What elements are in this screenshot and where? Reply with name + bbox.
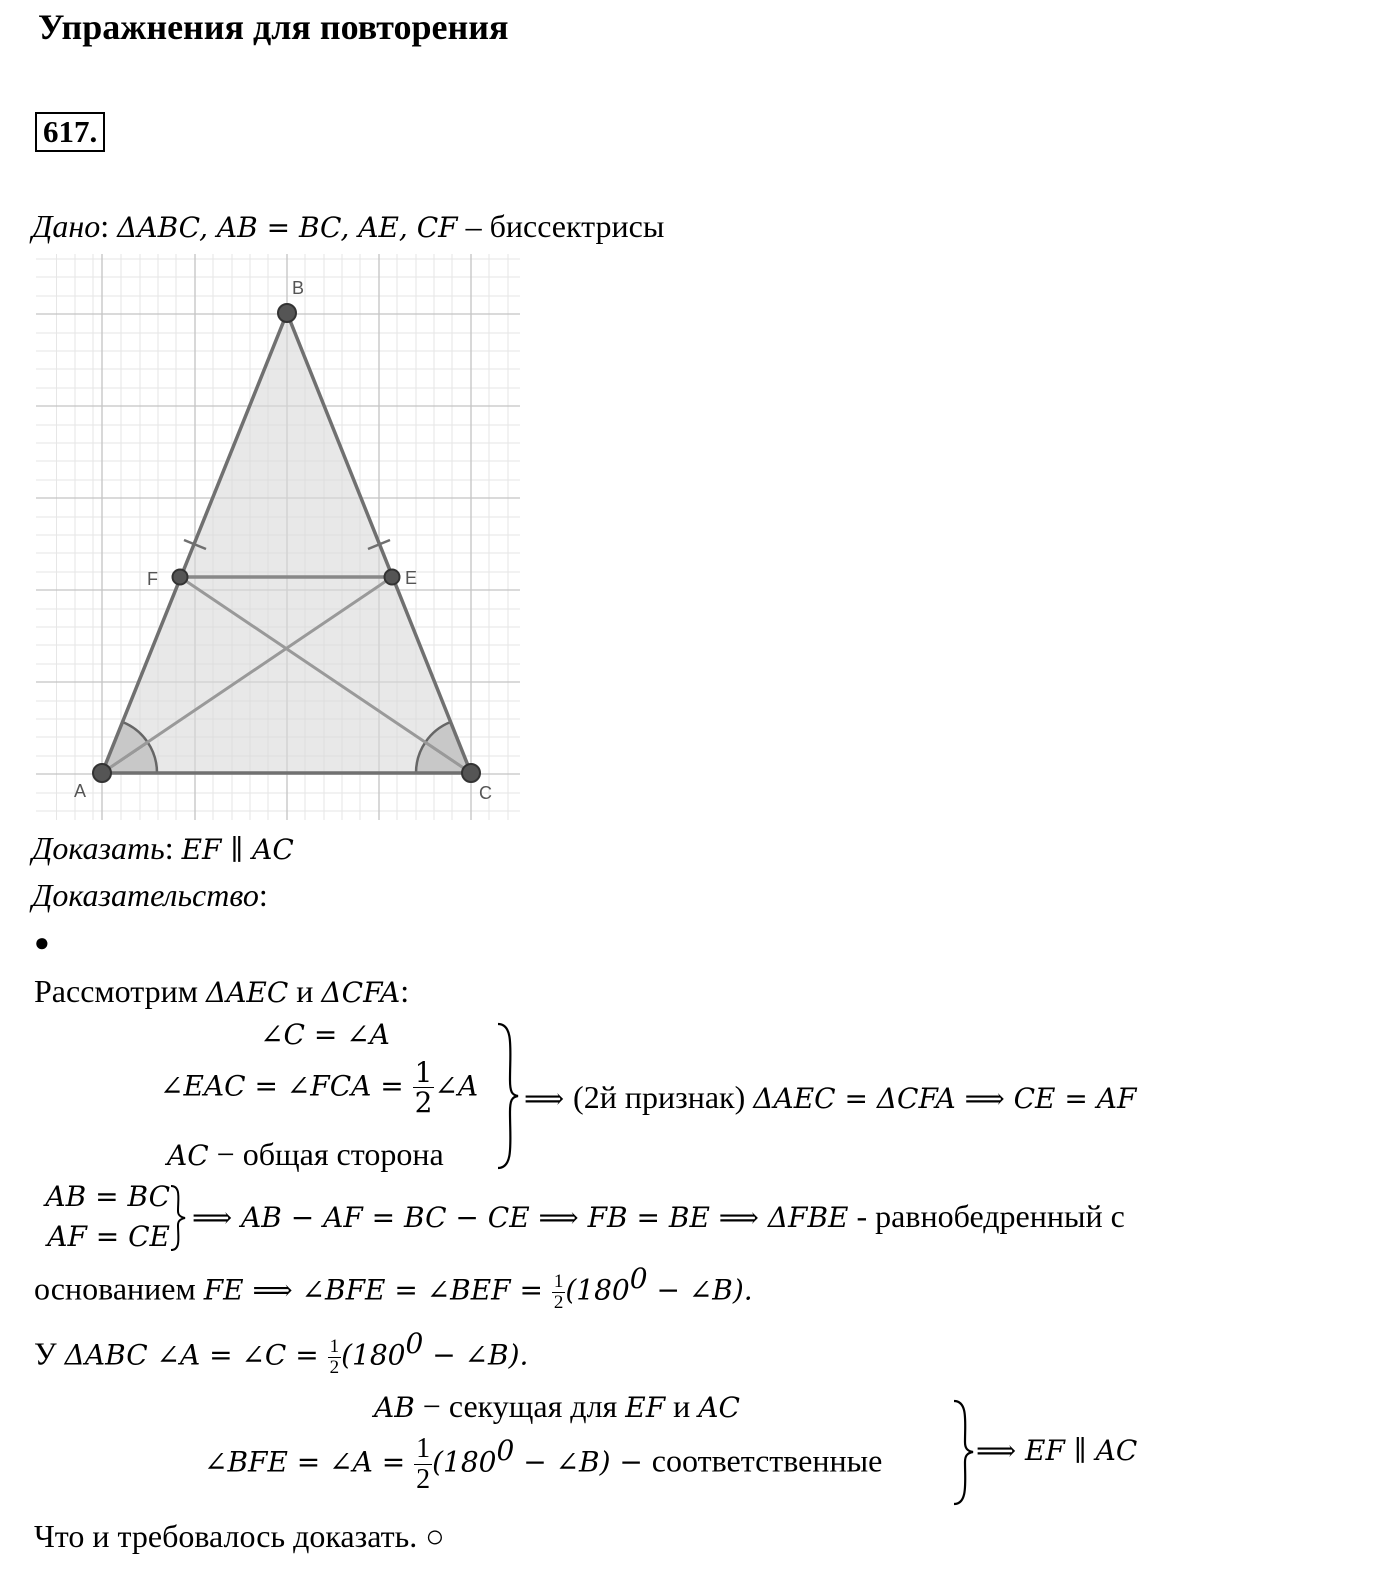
point-b: [278, 304, 296, 322]
label-c: C: [479, 783, 492, 803]
degree: 0: [629, 1262, 648, 1295]
triangle-cfa: ΔCFA: [321, 976, 401, 1009]
point-e: [385, 570, 400, 585]
frac-num: 1: [416, 1433, 431, 1465]
point-f: [173, 570, 188, 585]
degree: 0: [405, 1327, 424, 1360]
triangle-figure: [36, 254, 520, 820]
label-a: A: [74, 781, 87, 801]
base-text: основанием: [34, 1270, 204, 1307]
sys1-line2-a: ∠EAC = ∠FCA =: [160, 1069, 413, 1103]
frac-den: 2: [414, 1086, 433, 1120]
sys1-result: [524, 1079, 1136, 1116]
sys3-line2: [204, 1434, 882, 1494]
sys3-line1-m3: AC: [698, 1391, 740, 1424]
sys2-result-text: - равнобедренный с: [848, 1198, 1125, 1234]
section-title: Упражнения для повторения: [38, 7, 509, 47]
fraction-half: [413, 1058, 435, 1118]
label-e: E: [405, 568, 418, 588]
given-line: Дано: ΔABC, AB = BC, AE, CF – биссектрисы: [32, 208, 665, 244]
consider-text: Рассмотрим: [34, 973, 206, 1009]
fraction-half-small: [328, 1337, 342, 1378]
triangle-aec: ΔAEC: [205, 976, 289, 1009]
conclusion: Что и требовалось доказать. ○: [34, 1518, 445, 1554]
sys3-line2-m1: ∠BFE = ∠A =: [204, 1445, 415, 1479]
sys3-line1-t1: − секущая для: [414, 1388, 626, 1424]
label-f: F: [147, 569, 158, 589]
given-rest: – биссектрисы: [457, 208, 665, 244]
fraction-half: [414, 1434, 432, 1494]
bullet: ●: [34, 928, 50, 957]
frac-num: 1: [414, 1056, 433, 1089]
sys3-line2-t: соответственные: [651, 1442, 883, 1479]
consider-line: [34, 973, 409, 1010]
consider-and: и: [288, 973, 322, 1009]
frac-den: 2: [329, 1356, 340, 1378]
exercise-number: 617.: [35, 112, 105, 152]
sys1-line3-t: − общая сторона: [208, 1136, 444, 1172]
consider-colon: :: [400, 973, 410, 1009]
sys2-result-math: ⟹ AB − AF = BC − CE ⟹ FB = BE ⟹ ΔFBE: [192, 1201, 849, 1234]
point-c: [462, 764, 480, 782]
prove-line: Доказать: EF ∥ AC: [32, 830, 294, 866]
given-label: Дано: [32, 208, 101, 244]
right-brace-2: [168, 1183, 190, 1253]
sys2-line1: AB = BC: [45, 1180, 170, 1213]
base-math-2: (180: [565, 1273, 630, 1307]
prove-label: Доказать: [32, 830, 165, 866]
sys1-line3: [167, 1136, 444, 1173]
proof-label-line: Доказательство:: [32, 877, 268, 913]
abc-text: У: [34, 1335, 65, 1372]
right-brace-1: [492, 1020, 522, 1172]
frac-num: 1: [553, 1270, 564, 1292]
proof-label: Доказательство: [32, 877, 259, 913]
point-a: [93, 764, 111, 782]
sys3-line1-t2: и: [665, 1388, 699, 1424]
sys1-result-math: ΔAEC = ΔCFA ⟹ CE = AF: [753, 1082, 1137, 1115]
frac-den: 2: [553, 1291, 564, 1313]
abc-math-1: ΔABC ∠A = ∠C =: [64, 1338, 328, 1372]
sys2-line2: AF = CE: [47, 1220, 170, 1253]
sys3-line1-m2: EF: [625, 1391, 666, 1424]
sys1-result-arrow: ⟹: [524, 1082, 574, 1115]
sys1-result-text: (2й признак): [573, 1079, 754, 1115]
fraction-half-small: [552, 1272, 566, 1313]
sys2-result: [192, 1198, 1125, 1235]
abc-math-2: (180: [341, 1338, 406, 1372]
sys1-line2: [160, 1058, 478, 1118]
frac-den: 2: [416, 1463, 431, 1495]
right-brace-3: [950, 1398, 978, 1508]
given-math: ΔABC, AB = BC, AE, CF: [117, 211, 458, 244]
sys1-line2-b: ∠A: [434, 1069, 479, 1103]
label-b: B: [292, 278, 305, 298]
base-line: [34, 1262, 753, 1313]
sys1-line1: ∠C = ∠A: [260, 1018, 390, 1051]
sys3-result: ⟹ EF ∥ AC: [976, 1434, 1138, 1467]
abc-line: [34, 1327, 528, 1378]
base-math-1: FE ⟹ ∠BFE = ∠BEF =: [203, 1273, 552, 1307]
abc-math-3: − ∠B).: [423, 1338, 529, 1372]
sys3-line2-m3: − ∠B) −: [514, 1445, 652, 1479]
sys3-line2-m2: (180: [432, 1445, 497, 1479]
sys3-line1-m1: AB: [374, 1391, 415, 1424]
degree: 0: [496, 1434, 515, 1467]
sys3-line1: [374, 1388, 740, 1425]
base-math-3: − ∠B).: [647, 1273, 753, 1307]
frac-num: 1: [329, 1335, 340, 1357]
sys1-line3-m: AC: [167, 1139, 209, 1172]
prove-math: EF ∥ AC: [181, 833, 294, 866]
